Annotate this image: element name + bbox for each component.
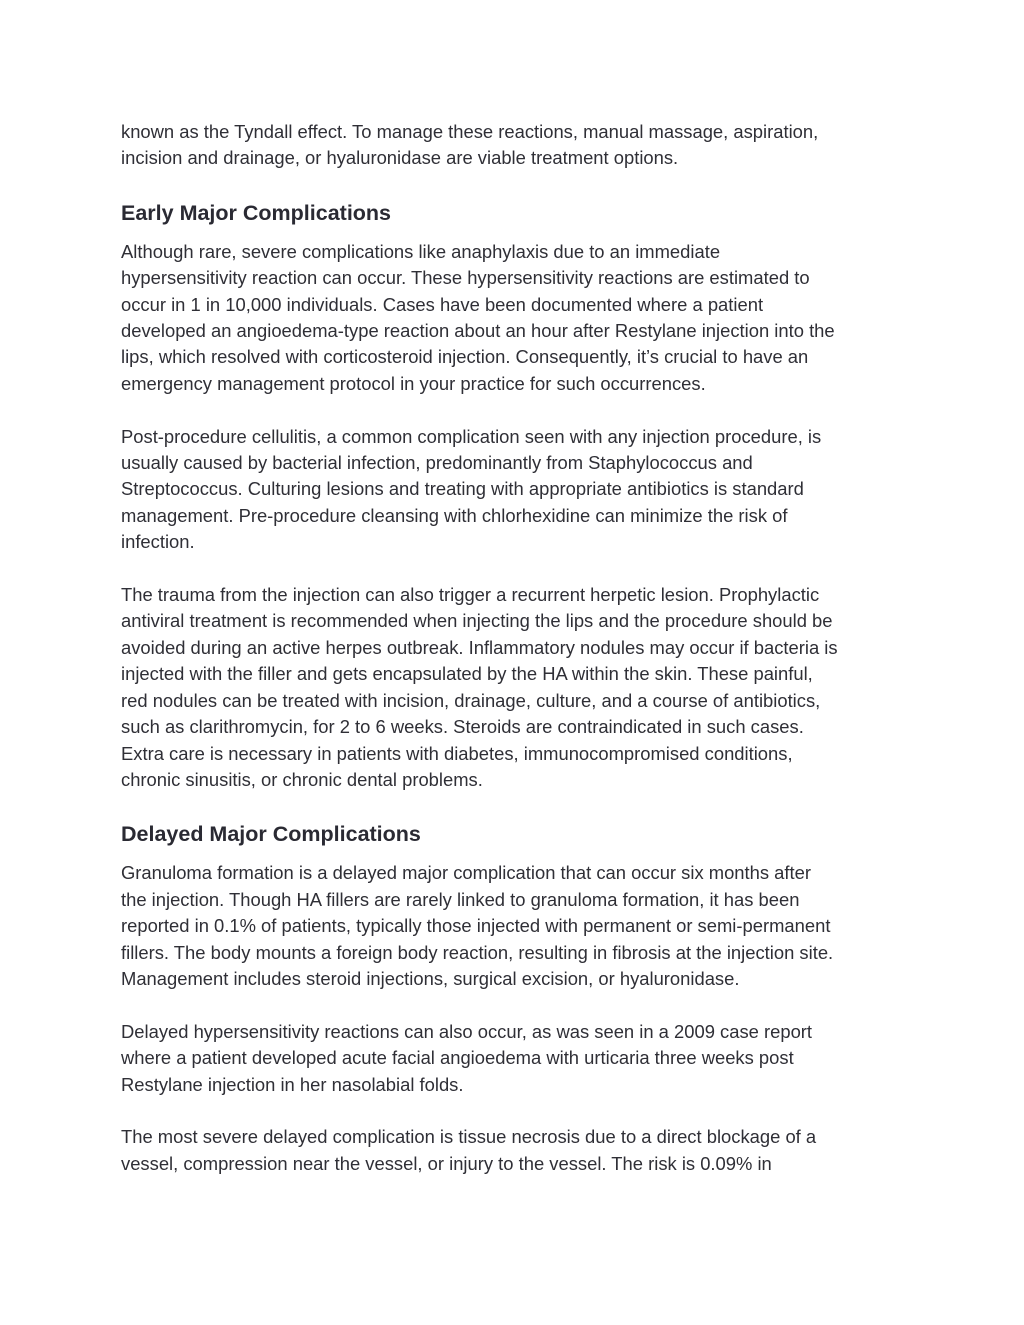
section-early-major-complications [121,200,921,794]
section-delayed-major-complications [121,821,921,1177]
paragraph-anaphylaxis: Although rare, severe complications like anaphylaxis due to an immediate hypersensitivity reaction can occur. These hypersensitivity reactions are estimated to occur in 1 in 10,000 individuals. Cases have been documented where a patient developed an angioedema-type reaction about an hour after Restylane injection into the lips, which resolved with corticosteroid injection. Consequently, it’s crucial to have an emergency management protocol in your practice for such occurrences. [121,240,835,394]
paragraph-delayed-hypersensitivity: Delayed hypersensitivity reactions can also occur, as was seen in a 2009 case report where a patient developed acute facial angioedema with urticaria three weeks post Restylane injection in her nasolabial folds. [121,1020,813,1095]
paragraph-granuloma: Granuloma formation is a delayed major complication that can occur six months after the injection. Though HA fillers are rarely linked to granuloma formation, it has been reported in 0.1% of patients, typically those injected with permanent or semi-permanent fillers. The body mounts a foreign body reaction, resulting in fibrosis at the injection site. Management includes steroid injections, surgical excision, or hyaluronidase. [121,862,834,989]
paragraph-gap [121,992,921,1018]
paragraph-gap [121,556,921,582]
intro-paragraph: known as the Tyndall effect. To manage these reactions, manual massage, aspiration, incision and drainage, or hyaluronidase are viable treatment options. [121,121,819,169]
paragraph-gap [121,1098,921,1124]
paragraph-gap [121,397,921,423]
section-heading: Early Major Complications [121,200,392,225]
paragraph-cellulitis: Post-procedure cellulitis, a common complication seen with any injection procedure, is usually caused by bacterial infection, predominantly from Staphylococcus and Streptococcus. Culturing lesions and treating with appropriate antibiotics is standard management. Pre-procedure cleansing with chlorhexidine can minimize the risk of infection. [121,425,822,553]
paragraph-herpetic-lesion: The trauma from the injection can also trigger a recurrent herpetic lesion. Prophylactic antiviral treatment is recommended when injecting the lips and the procedure should be avoided during an active herpes outbreak. Inflammatory nodules may occur if bacteria is injected with the filler and gets encapsulated by the HA within the skin. These painful, red nodules can be treated with incision, drainage, culture, and a course of antibiotics, such as clarithromycin, for 2 to 6 weeks. Steroids are contraindicated in such cases. Extra care is necessary in patients with diabetes, immunocompromised conditions, chronic sinusitis, or chronic dental problems. [121,584,838,790]
document-page [121,119,921,1177]
section-heading: Delayed Major Complications [121,822,421,847]
paragraph-tissue-necrosis: The most severe delayed complication is tissue necrosis due to a direct blockage of a vessel, compression near the vessel, or injury to the vessel. The risk is 0.09% in [121,1126,817,1174]
